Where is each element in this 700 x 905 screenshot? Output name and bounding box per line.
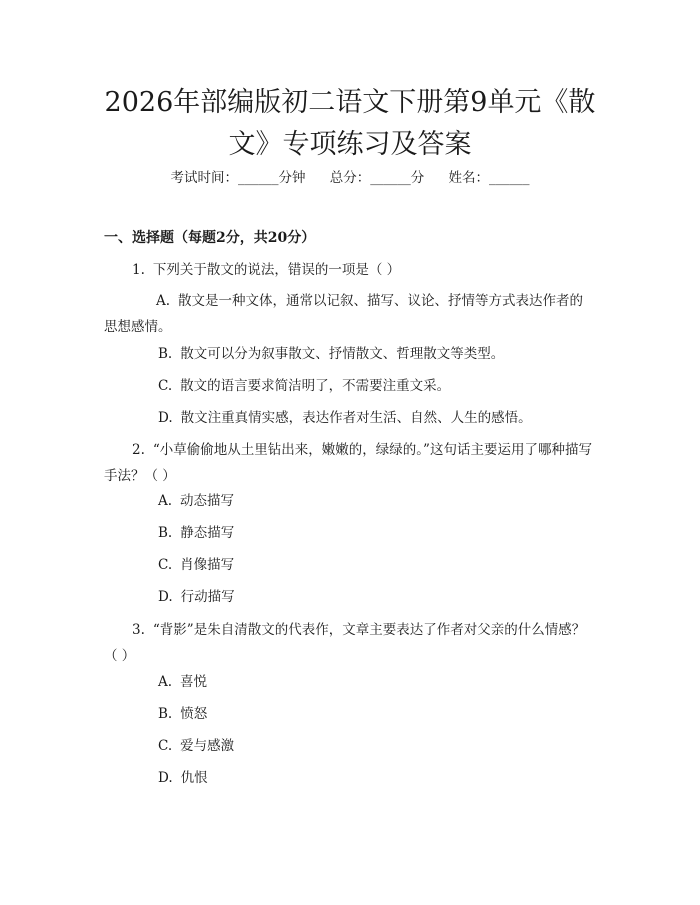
question-2-option-c [158,552,596,578]
option-letter: A. [156,293,171,309]
question-3-option-d [158,765,596,791]
question-3-option-c [158,733,596,759]
exam-score: 总分：______分 [329,170,425,186]
option-text: 喜悦 [180,674,208,690]
question-number: 1. [132,262,145,278]
question-1-option-a [104,288,596,340]
question-2 [104,437,596,489]
option-letter: A. [158,493,173,509]
option-letter: B. [158,525,173,541]
exam-time: 考试时间：______分钟 [170,170,306,186]
question-1-option-b [158,341,596,367]
question-text: “小草偷偷地从土里钻出来，嫩嫩的，绿绿的。”这句话主要运用了哪种描写手法？（ ） [104,442,592,484]
option-text: 肖像描写 [180,557,235,573]
page-title: 2026年部编版初二语文下册第9单元《散文》专项练习及答案 [104,87,596,160]
question-1-option-c [158,373,596,399]
option-text: 散文注重真情实感，表达作者对生活、自然、人生的感悟。 [180,410,532,426]
question-text: 下列关于散文的说法，错误的一项是（ ） [152,262,401,278]
option-text: 散文的语言要求简洁明了，不需要注重文采。 [180,378,451,394]
option-text: 静态描写 [180,525,235,541]
option-text: 动态描写 [180,493,235,509]
question-2-option-d [158,584,596,610]
option-letter: C. [158,738,173,754]
question-text: “背影”是朱自清散文的代表作，文章主要表达了作者对父亲的什么情感？（ ） [104,622,586,664]
question-2-option-b [158,520,596,546]
question-1 [104,257,596,283]
question-number: 3. [132,622,145,638]
option-text: 仇恨 [180,770,208,786]
question-3 [104,617,596,669]
question-number: 2. [132,442,145,458]
question-1-option-d [158,405,596,431]
option-letter: D. [158,410,173,426]
option-letter: C. [158,557,173,573]
option-letter: C. [158,378,173,394]
option-text: 爱与感激 [180,738,235,754]
option-letter: A. [158,674,173,690]
option-text: 散文是一种文体，通常以记叙、描写、议论、抒情等方式表达作者的思想感情。 [104,293,584,335]
option-letter: B. [158,346,173,362]
option-letter: D. [158,589,173,605]
question-2-option-a [158,488,596,514]
option-letter: D. [158,770,173,786]
section-title: 一、选择题（每题2分，共20分） [104,230,316,246]
option-letter: B. [158,706,173,722]
exam-meta [0,168,700,188]
option-text: 散文可以分为叙事散文、抒情散文、哲理散文等类型。 [180,346,505,362]
student-name: 姓名：______ [448,170,530,186]
question-3-option-a [158,669,596,695]
question-3-option-b [158,701,596,727]
option-text: 愤怒 [180,706,208,722]
option-text: 行动描写 [180,589,235,605]
